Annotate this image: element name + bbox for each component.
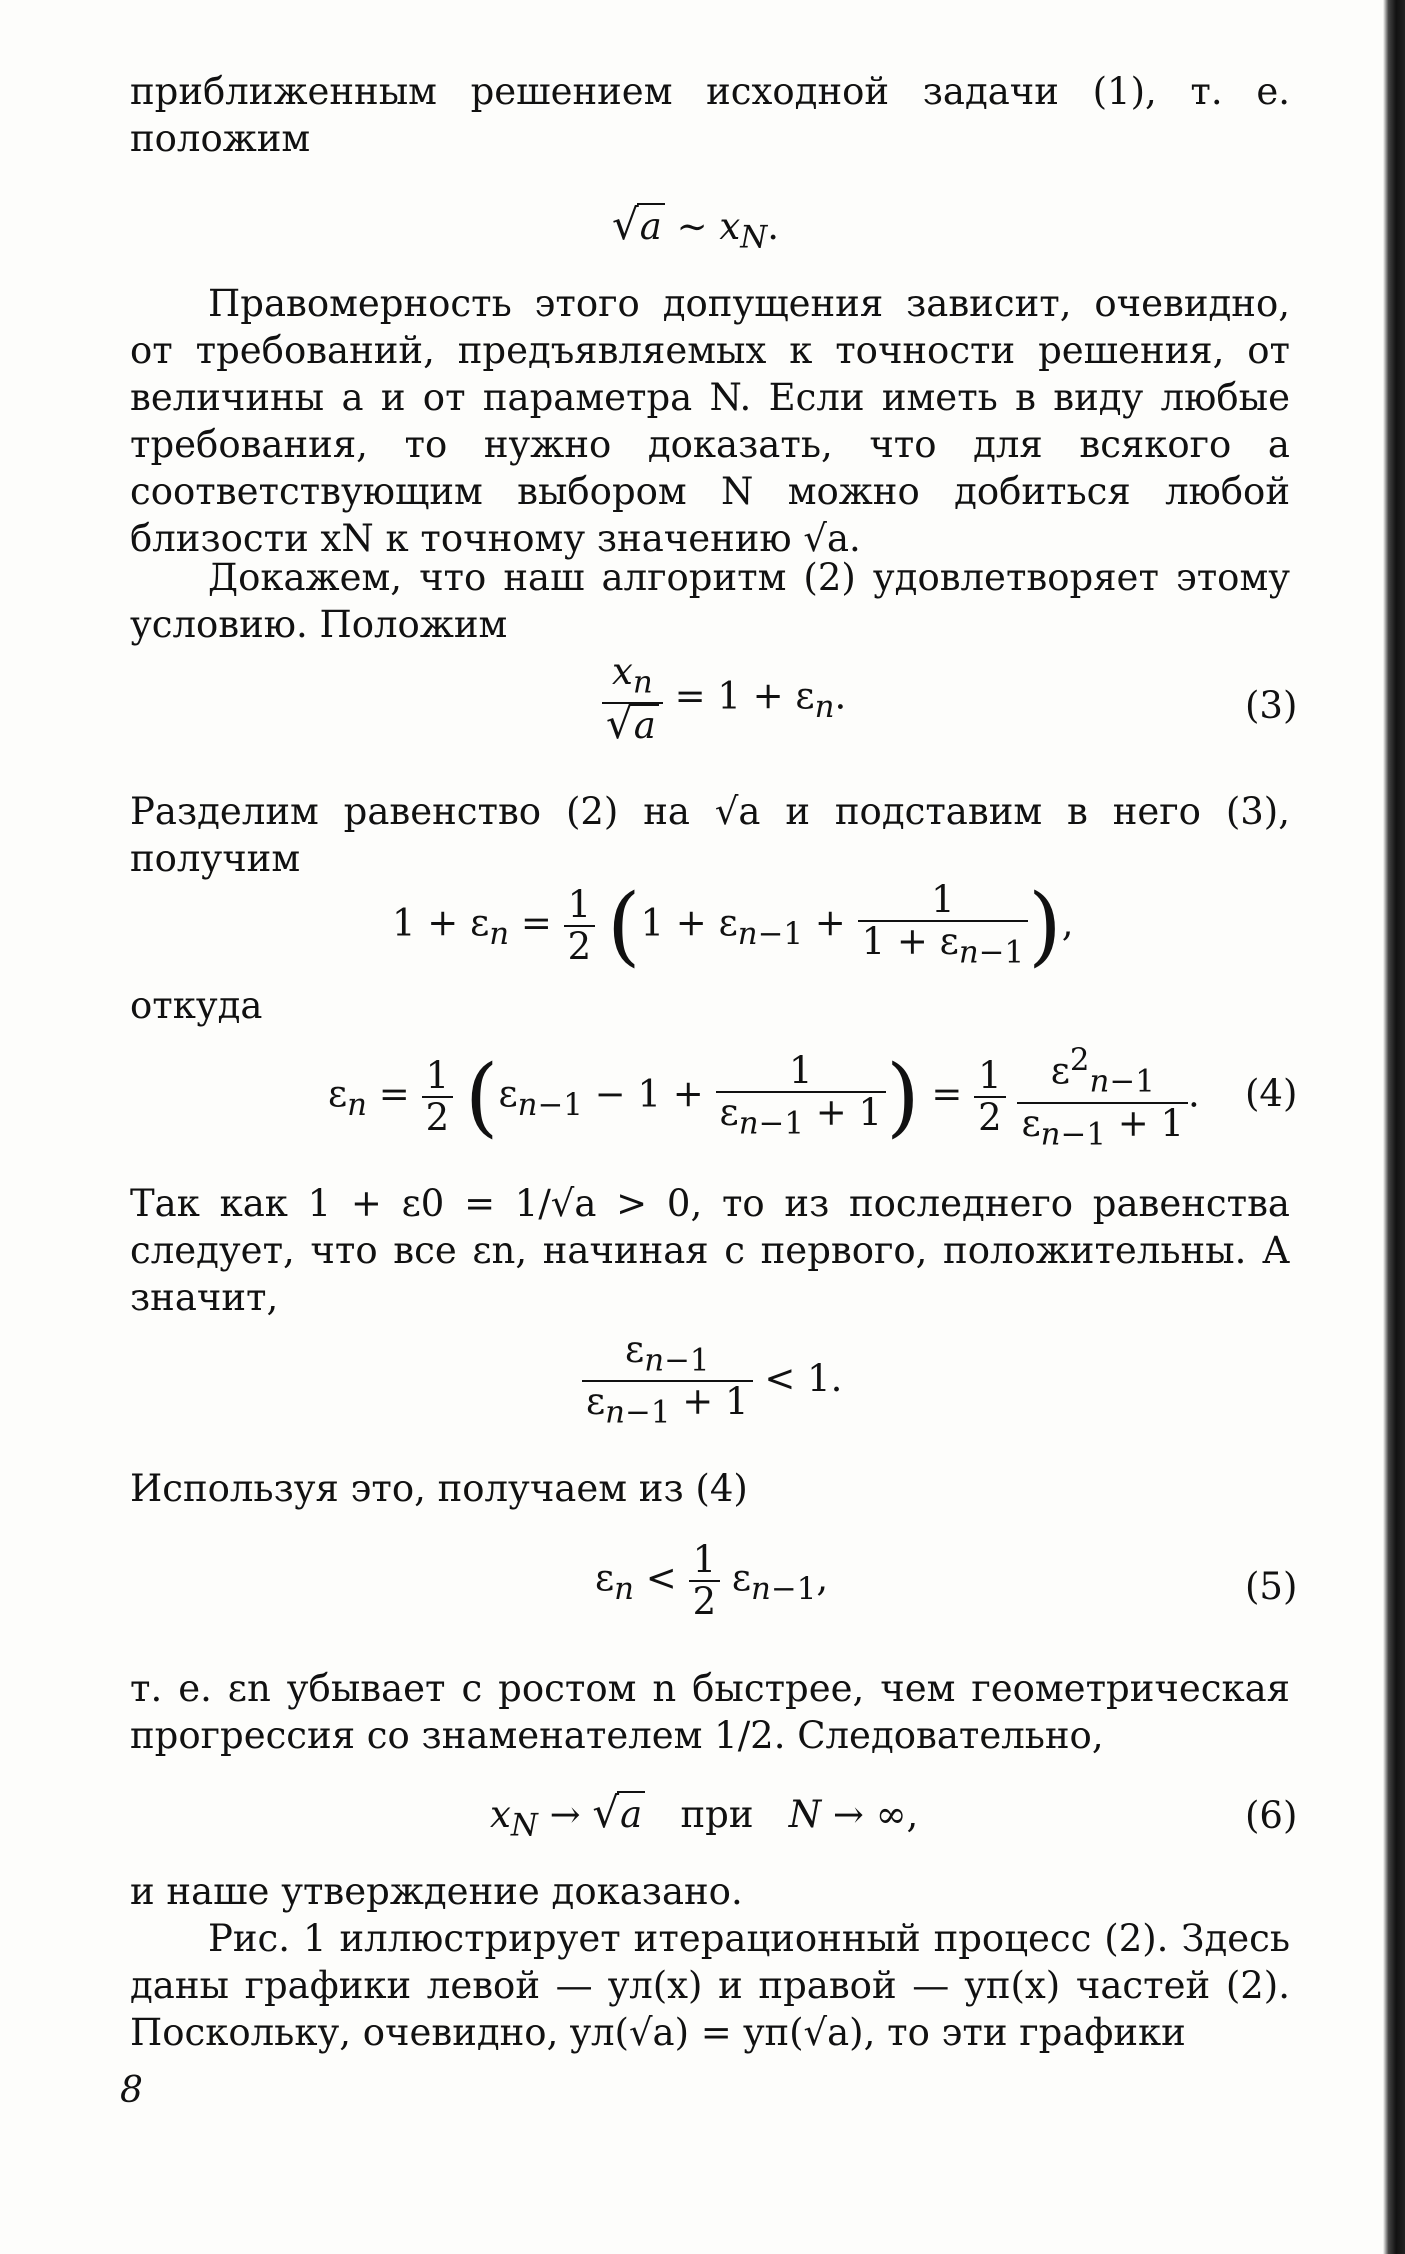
equation-number-6: (6) <box>1245 1794 1298 1837</box>
equation-number-4: (4) <box>1245 1072 1298 1115</box>
paragraph-1: приближенным решением исходной задачи (1), т. е. положим <box>130 70 1290 160</box>
paragraph-9: и наше утверждение доказано. <box>130 1870 743 1913</box>
page-number: 8 <box>120 2070 143 2111</box>
equation-3: $\frac{x_n}{√a}$ = $1 + \varepsilon_n$. <box>602 652 846 746</box>
equation-5: $\varepsilon_n$ < $\frac{1}{2}$ $\varepsilon_{n-1}$, <box>595 1538 829 1623</box>
equation-number-5: (5) <box>1245 1565 1298 1608</box>
equation-ratio-less-one: $\frac{\varepsilon_{n-1}}{\varepsilon_{n-1} + 1}$ < 1. <box>582 1330 842 1433</box>
paragraph-10: Рис. 1 иллюстрирует итерационный процесс (2). Здесь даны графики левой — yл(x) и правой — yп(x) частей (2). Поскольку, очевидно, yл(√a) = yп(√a), то эти графики <box>130 1917 1290 2054</box>
paragraph-8: т. е. εn убывает с ростом n быстрее, чем геометрическая прогрессия со знаменателем 1/2. Следовательно, <box>130 1667 1290 1757</box>
equation-6: $x_N \to √a$ при N → ∞, <box>490 1788 919 1844</box>
paragraph-6: Так как 1 + ε0 = 1/√a > 0, то из последнего равенства следует, что все εn, начиная с первого, положительны. А значит, <box>130 1182 1290 1319</box>
book-spine-shadow <box>1383 0 1405 2254</box>
equation-sqrt-approx: √a ∼ $x_N$. <box>612 200 779 256</box>
paragraph-5: откуда <box>130 984 263 1027</box>
paragraph-7: Используя это, получаем из (4) <box>130 1467 748 1510</box>
paragraph-3: Докажем, что наш алгоритм (2) удовлетворяет этому условию. Положим <box>130 556 1290 646</box>
paragraph-2: Правомерность этого допущения зависит, очевидно, от требований, предъявляемых к точности решения, от величины a и от параметра N. Если иметь в виду любые требования, то нужно доказать, что для всякого a соответствующим выбором N можно добиться любой близости xN к точному значению √a. <box>130 282 1290 560</box>
paragraph-4: Разделим равенство (2) на √a и подставим в него (3), получим <box>130 790 1290 880</box>
equation-4: $\varepsilon_n$ = $\frac{1}{2}$ ($\varepsilon_{n-1} - 1$ + $\frac{1}{\varepsilon_{n-1} + 1}$ ) = $\frac{1}{2}$ $\frac{\varepsilon^2_{n-1}}{\varepsilon_{n-1} + 1}$ . <box>328 1042 1200 1153</box>
equation-2-divided: $1 + \varepsilon_n$ = $\frac{1}{2}$ ($1 + \varepsilon_{n-1}$ + $\frac{1}{1 + \varepsilon_{n-1}}$ ), <box>392 876 1074 977</box>
equation-number-3: (3) <box>1245 684 1298 727</box>
